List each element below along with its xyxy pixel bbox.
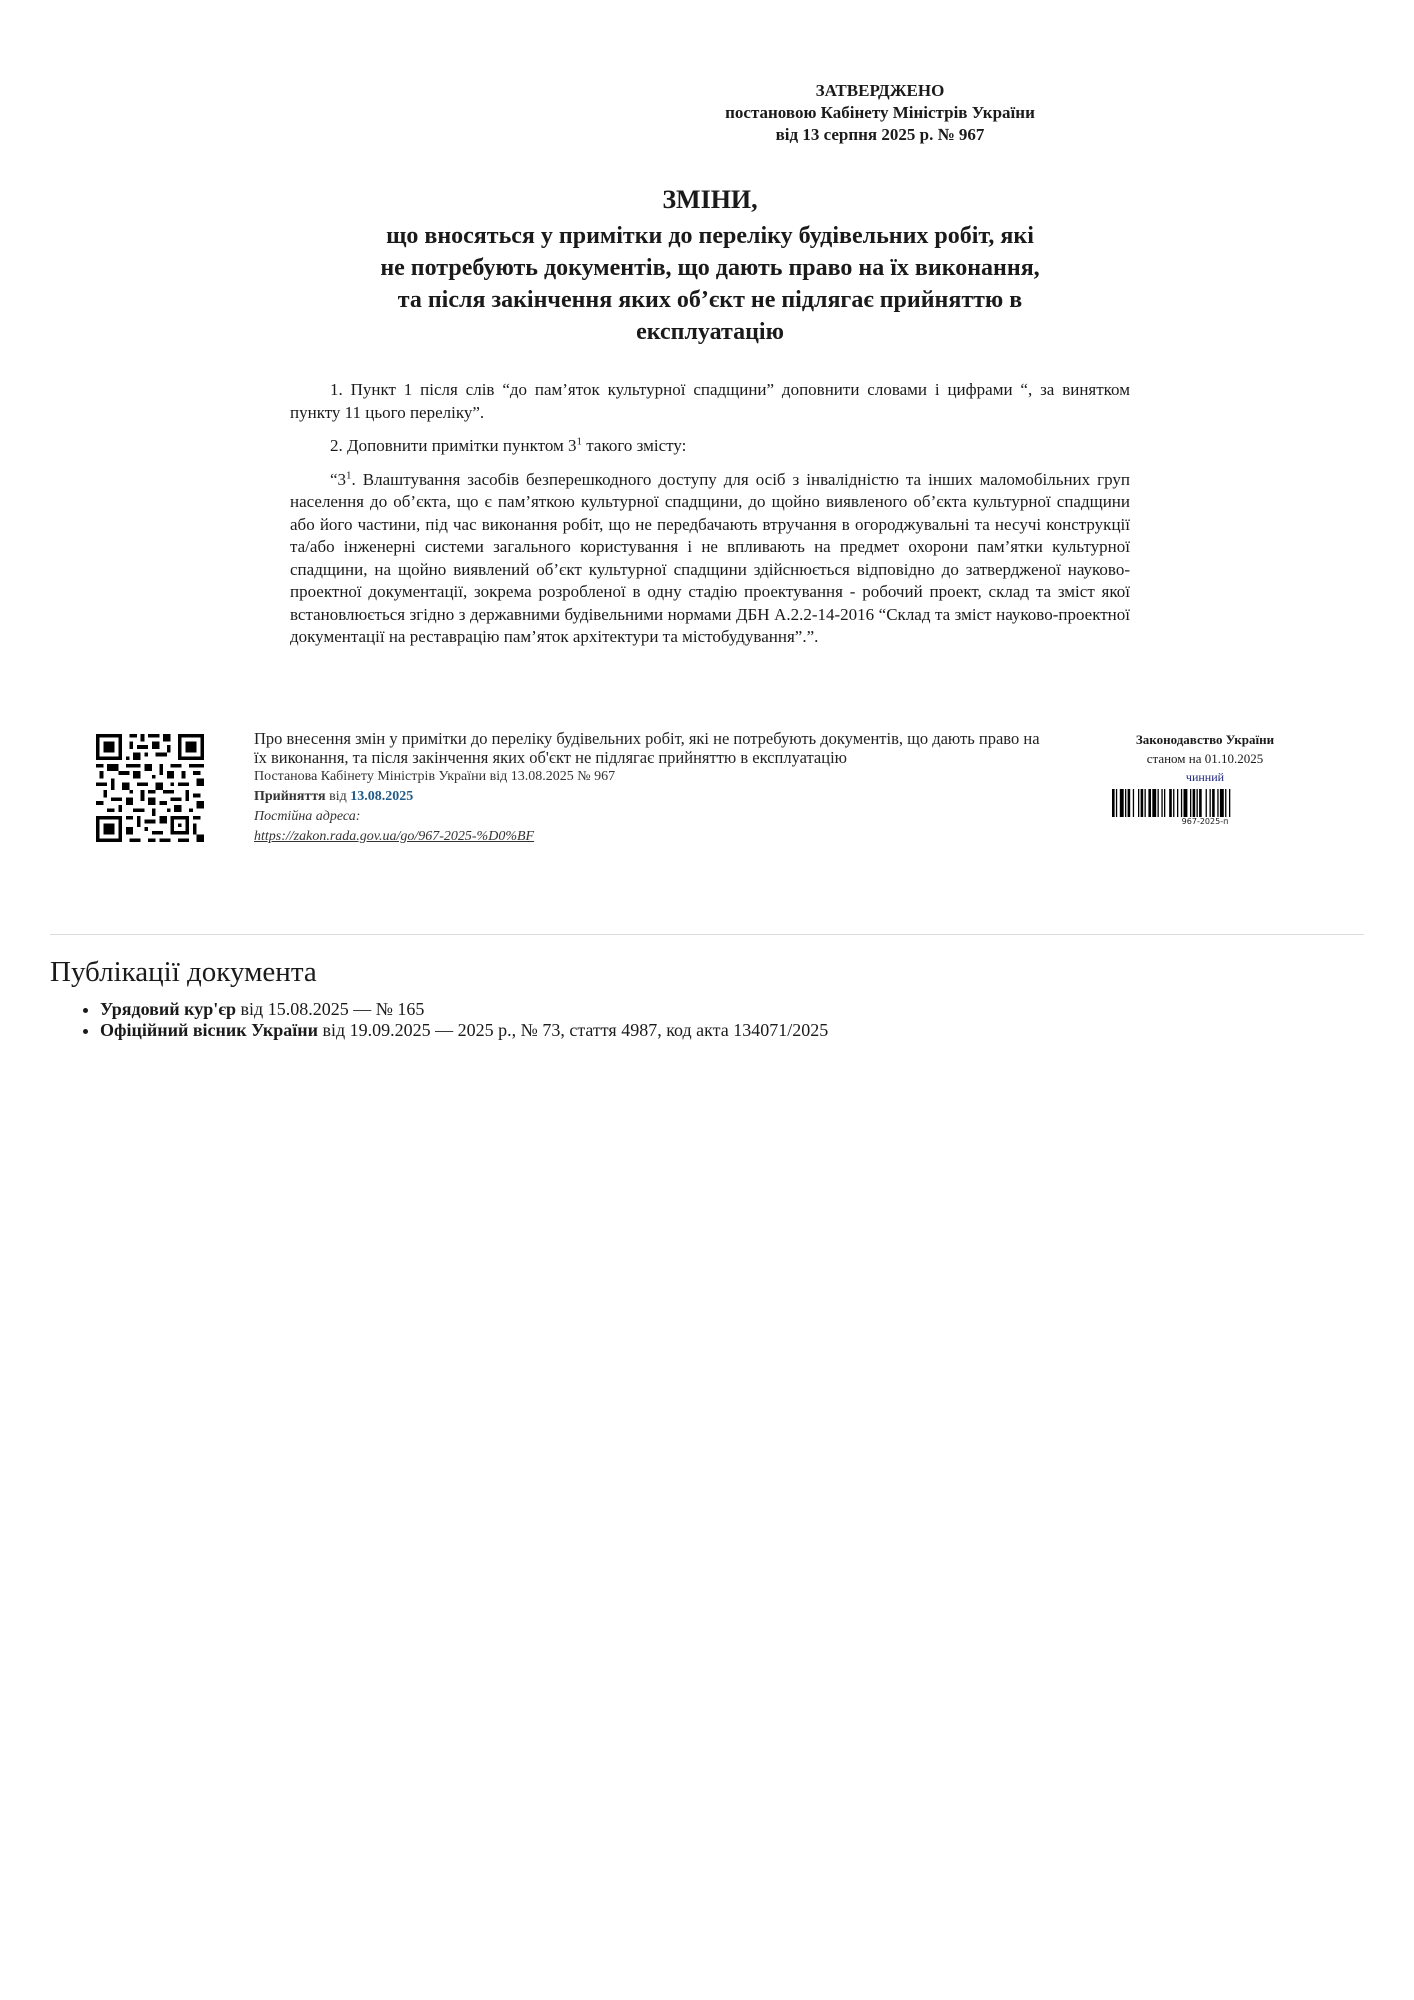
document-subtitle [280, 220, 1140, 348]
document-card [254, 730, 1044, 847]
legislation-badge [1100, 730, 1310, 827]
card-document-type: Постанова Кабінету Міністрів України від 13.08.2025 № 967 [254, 769, 616, 784]
legislation-name: Законодавство України [1135, 732, 1275, 747]
barcode-code: 967-2025-п [1181, 817, 1229, 826]
list-item [100, 1020, 1300, 1041]
approval-line-3: від 13 серпня 2025 р. № 967 [775, 125, 985, 144]
publication-source: Офіційний вісник України [100, 1020, 318, 1040]
document-title: ЗМІНИ, [662, 185, 758, 214]
approval-stamp [690, 80, 1070, 146]
subtitle-line-3: та після закінчення яких об’єкт не підлягає прийняттю в [397, 287, 1023, 313]
section-divider [50, 934, 1364, 935]
paragraph-3 [290, 469, 1130, 649]
superscript: 1 [346, 468, 352, 481]
adoption-label: Прийняття [254, 789, 326, 804]
card-adoption [254, 787, 1044, 807]
paragraph-1: 1. Пункт 1 після слів “до пам’яток культурної спадщини” доповнити словами і цифрами “, за винятком пункту 11 цього переліку”. [290, 380, 1130, 422]
legislation-as-of: станом на 01.10.2025 [1146, 751, 1264, 766]
subtitle-line-4: експлуатацію [636, 319, 784, 345]
paragraph-3-text: . Влаштування засобів безперешкодного доступу для осіб з інвалідністю та інших маломобільних груп населення до об’єкта, що є пам’яткою культурної спадщини, до щойно виявленого об’єкта культурної спадщини або його частини, під час виконання робіт, що не передбачають втручання в огороджувальні та несучі конструкції та/або інженерні системи загального користування і не впливають на предмет охорони пам’ятки культурної спадщини, на щойно виявлений об’єкт культурної спадщини здійснюється відповідно до затвердженої науково-проектної документації, зокрема розробленої в одну стадію проектування - робочий проект, склад та зміст якої встановлюється згідно з державними будівельними нормами ДБН А.2.2-14-2016 “Склад та зміст науково-проектної документації на реставрацію пам’яток архітектури та містобудування”.”. [290, 469, 1130, 646]
paragraph-2-text: 2. Доповнити примітки пунктом 3 [330, 436, 577, 455]
card-document-title: Про внесення змін у примітки до переліку будівельних робіт, які не потребують документів, що дають право на їх виконання, та після закінчення яких об'єкт не підлягає прийняттю в експлуатацію [254, 729, 1040, 767]
legislation-status: чинний [1185, 770, 1225, 784]
publication-source: Урядовий кур'єр [100, 999, 237, 1019]
subtitle-line-2: не потребують документів, що дають право на їх виконання, [380, 255, 1040, 281]
adoption-from: від [329, 789, 347, 804]
subtitle-line-1: що вносяться у примітки до переліку будівельних робіт, які [386, 223, 1034, 249]
approval-line-1: ЗАТВЕРДЖЕНО [815, 81, 945, 100]
paragraph-2-text-end: такого змісту: [582, 436, 687, 455]
permanent-address-link[interactable]: https://zakon.rada.gov.ua/go/967-2025-%D0%BF [254, 829, 535, 844]
publications-title: Публікації документа [50, 956, 317, 988]
publication-details: від 19.09.2025 — 2025 р., № 73, стаття 4987, код акта 134071/2025 [318, 1020, 829, 1040]
approval-line-2: постановою Кабінету Міністрів України [725, 103, 1035, 122]
publication-details: від 15.08.2025 — № 165 [236, 999, 425, 1019]
barcode-icon [1110, 789, 1300, 817]
paragraph-2 [290, 435, 1130, 458]
qr-code-icon [96, 734, 204, 842]
publications-list [100, 999, 1300, 1041]
paragraph-3-start: “3 [330, 469, 347, 489]
document-body [290, 379, 1130, 649]
permanent-address-label: Постійна адреса: [254, 809, 361, 824]
superscript: 1 [576, 435, 583, 448]
list-item [100, 999, 1300, 1020]
adoption-date-link[interactable]: 13.08.2025 [350, 789, 414, 804]
